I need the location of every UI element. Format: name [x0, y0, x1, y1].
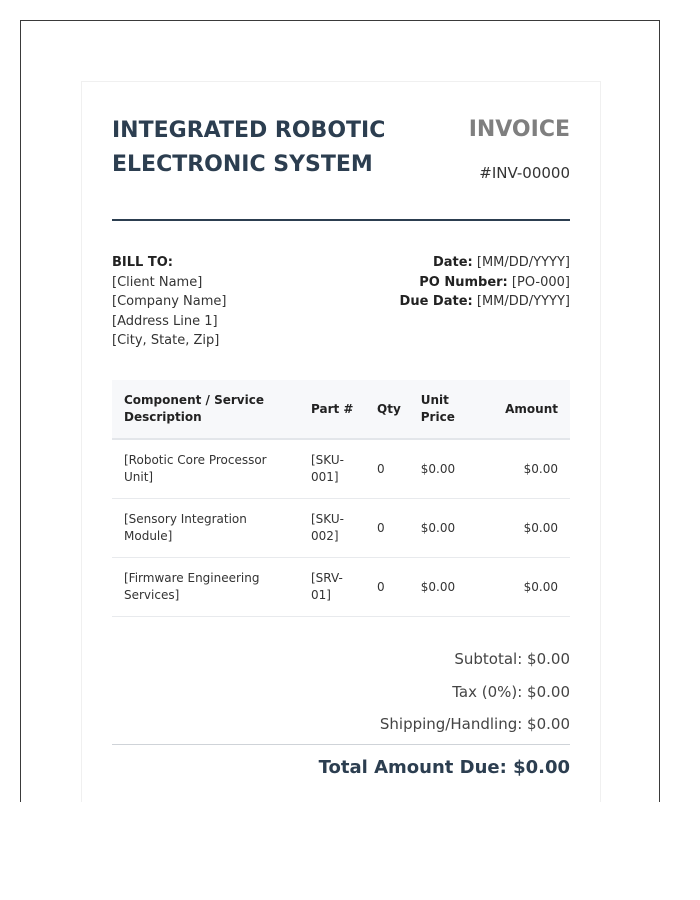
- tax: Tax (0%): $0.00: [452, 682, 570, 701]
- table-row: [112, 439, 570, 499]
- header-unit-price: Unit Price: [413, 380, 469, 439]
- row-unit-price: $0.00: [413, 558, 469, 617]
- totals-block: [380, 646, 570, 744]
- shipping-handling: Shipping/Handling: $0.00: [379, 715, 570, 733]
- header-description: Component / Service Description: [112, 380, 301, 439]
- po-row: [400, 273, 570, 293]
- due-date-label: Due Date:: [399, 294, 473, 310]
- address-line-1: [Address Line 1]: [112, 313, 218, 329]
- row-description: [Firmware Engineering Services]: [112, 558, 301, 617]
- due-date-value: [MM/DD/YYYY]: [476, 294, 570, 310]
- po-value: [PO-000]: [511, 274, 570, 290]
- invoice-number: #INV-00000: [479, 164, 570, 182]
- subtotal: Subtotal: $0.00: [454, 650, 570, 668]
- client-name: [Client Name]: [112, 274, 203, 290]
- row-part: [SRV-01]: [301, 558, 365, 617]
- row-amount: $0.00: [469, 558, 570, 617]
- company-name: INTEGRATED ROBOTIC ELECTRONIC SYSTEM: [112, 118, 386, 177]
- row-qty: 0: [365, 499, 413, 558]
- row-amount: $0.00: [469, 499, 570, 558]
- city-state-zip: [City, State, Zip]: [112, 333, 220, 349]
- date-value: [MM/DD/YYYY]: [476, 255, 570, 270]
- header-qty: Qty: [365, 380, 413, 439]
- row-unit-price: $0.00: [413, 499, 469, 558]
- line-items-table: [112, 380, 570, 617]
- due-date-row: [400, 292, 570, 312]
- header-part: Part #: [301, 380, 365, 439]
- row-part: [SKU-001]: [301, 439, 365, 499]
- row-description: [Sensory Integration Module]: [112, 499, 301, 558]
- bill-to-block: [112, 253, 226, 351]
- row-qty: 0: [365, 439, 413, 499]
- row-amount: $0.00: [469, 439, 570, 499]
- header-amount: Amount: [469, 380, 570, 439]
- client-company-name: [Company Name]: [112, 294, 227, 310]
- date-row: [400, 253, 570, 273]
- totals-divider: [112, 744, 570, 745]
- invoice-meta: [400, 253, 570, 312]
- header-divider: [112, 219, 570, 221]
- total-amount-due: Total Amount Due: $0.00: [318, 757, 570, 778]
- row-part: [SKU-002]: [301, 499, 365, 558]
- bill-to-label: BILL TO:: [112, 255, 173, 270]
- table-row: [112, 499, 570, 558]
- row-qty: 0: [365, 558, 413, 617]
- table-header-row: [112, 380, 570, 439]
- table-row: [112, 558, 570, 617]
- invoice-title: INVOICE: [468, 117, 570, 142]
- row-description: [Robotic Core Processor Unit]: [112, 439, 301, 499]
- date-label: Date:: [432, 255, 473, 270]
- po-label: PO Number:: [419, 274, 508, 290]
- row-unit-price: $0.00: [413, 439, 469, 499]
